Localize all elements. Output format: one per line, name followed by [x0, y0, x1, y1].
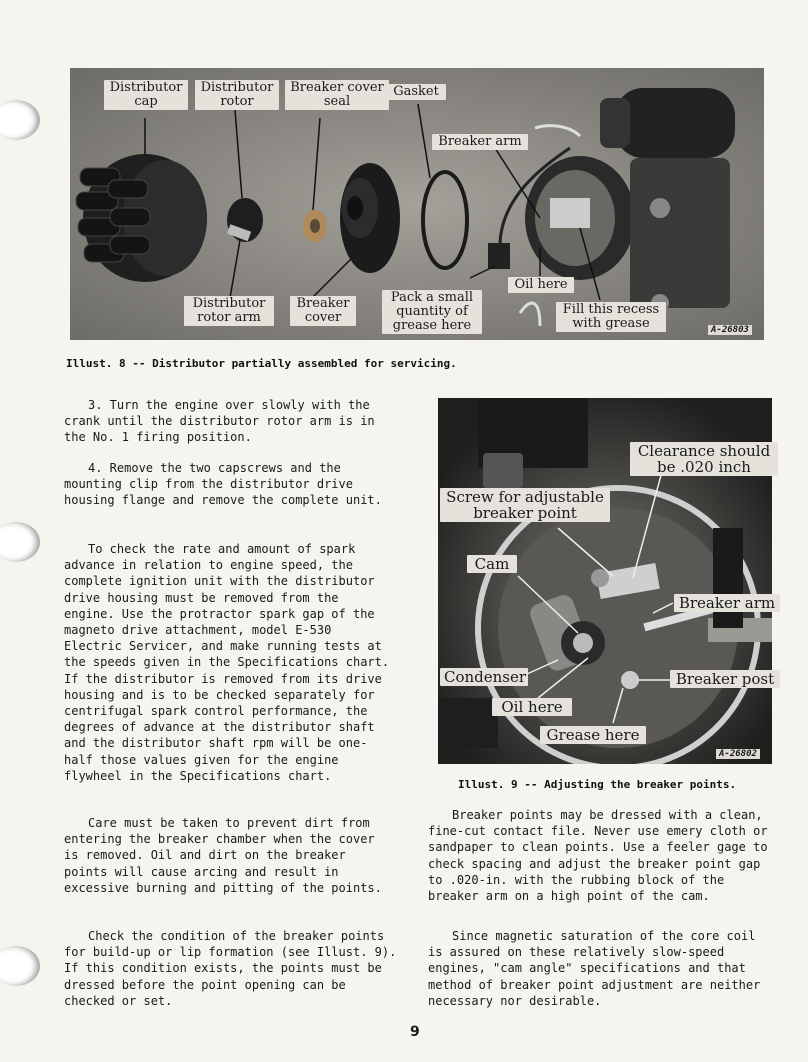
label-fill-recess: Fill this recess with grease	[556, 302, 666, 332]
label-breaker-post: Breaker post	[670, 670, 780, 688]
figure-caption-1: Illust. 8 -- Distributor partially assembled for servicing.	[66, 357, 457, 370]
label-condenser: Condenser	[440, 668, 528, 686]
label-screw-adjustable: Screw for adjustable breaker point	[440, 488, 610, 522]
label-oil-here-fig2: Oil here	[492, 698, 572, 716]
paragraph-check-condition: Check the condition of the breaker points for build-up or lip formation (see Illust. 9). If this condition exists, the points must be dressed before the point opening can be checked or set.	[64, 929, 397, 1008]
binder-hole-middle	[0, 522, 40, 562]
label-distributor-cap: Distributor cap	[104, 80, 188, 110]
paragraph-dirt-warning: Care must be taken to prevent dirt from entering the breaker chamber when the cover is removed. Oil and dirt on the breaker points will cause arcing and result in excessive burning and pitting of the points.	[64, 816, 382, 895]
paragraph-cam-angle: Since magnetic saturation of the core coil is assured on these relatively slow-speed engines, "cam angle" specifications and that method of breaker point adjustment are neither necessary nor desirable.	[428, 929, 761, 1008]
paragraph-step-3: 3. Turn the engine over slowly with the crank until the distributor rotor arm is in the No. 1 firing position.	[64, 398, 375, 445]
page-number: 9	[410, 1024, 420, 1040]
label-breaker-arm: Breaker arm	[432, 134, 528, 150]
label-breaker-cover-seal: Breaker cover seal	[285, 80, 389, 110]
label-distributor-rotor-arm: Distributor rotor arm	[184, 296, 274, 326]
label-distributor-rotor: Distributor rotor	[195, 80, 279, 110]
label-breaker-arm-fig2: Breaker arm	[674, 594, 780, 612]
binder-hole-top	[0, 100, 40, 140]
figure-caption-2: Illust. 9 -- Adjusting the breaker points.	[458, 778, 737, 791]
paragraph-step-4: 4. Remove the two capscrews and the mounting clip from the distributor drive housing flange and remove the complete unit.	[64, 461, 382, 508]
label-breaker-cover: Breaker cover	[290, 296, 356, 326]
label-cam: Cam	[467, 555, 517, 573]
label-pack-grease: Pack a small quantity of grease here	[382, 290, 482, 334]
binder-hole-bottom	[0, 946, 40, 986]
figure-number-1: A-26803	[708, 325, 752, 335]
label-clearance: Clearance should be .020 inch	[630, 442, 778, 476]
figure-number-2: A-26802	[716, 749, 760, 759]
paragraph-spark-advance: To check the rate and amount of spark advance in relation to engine speed, the complete ignition unit with the distributor drive housing must be removed from the engine. Use the protractor spark gap of the magneto drive attachment, model E-530 Electric Servicer, and make running tests at the speeds given in the Specifications chart. If the distributor is removed from its drive housing and is to be checked separately for centrifugal spark control performance, the degrees of advance at the distributor shaft and the distributor shaft rpm will be one-half those values given for the engine flywheel in the Specifications chart.	[64, 542, 390, 783]
label-gasket: Gasket	[386, 84, 446, 100]
label-oil-here-fig1: Oil here	[508, 277, 574, 293]
label-grease-here: Grease here	[540, 726, 646, 744]
paragraph-dressing-points: Breaker points may be dressed with a clean, fine-cut contact file. Never use emery cloth or sandpaper to clean points. Use a feeler gage to check spacing and adjust the breaker point gap to .020-in. with the rubbing block of the breaker arm on a high point of the cam.	[428, 808, 768, 904]
